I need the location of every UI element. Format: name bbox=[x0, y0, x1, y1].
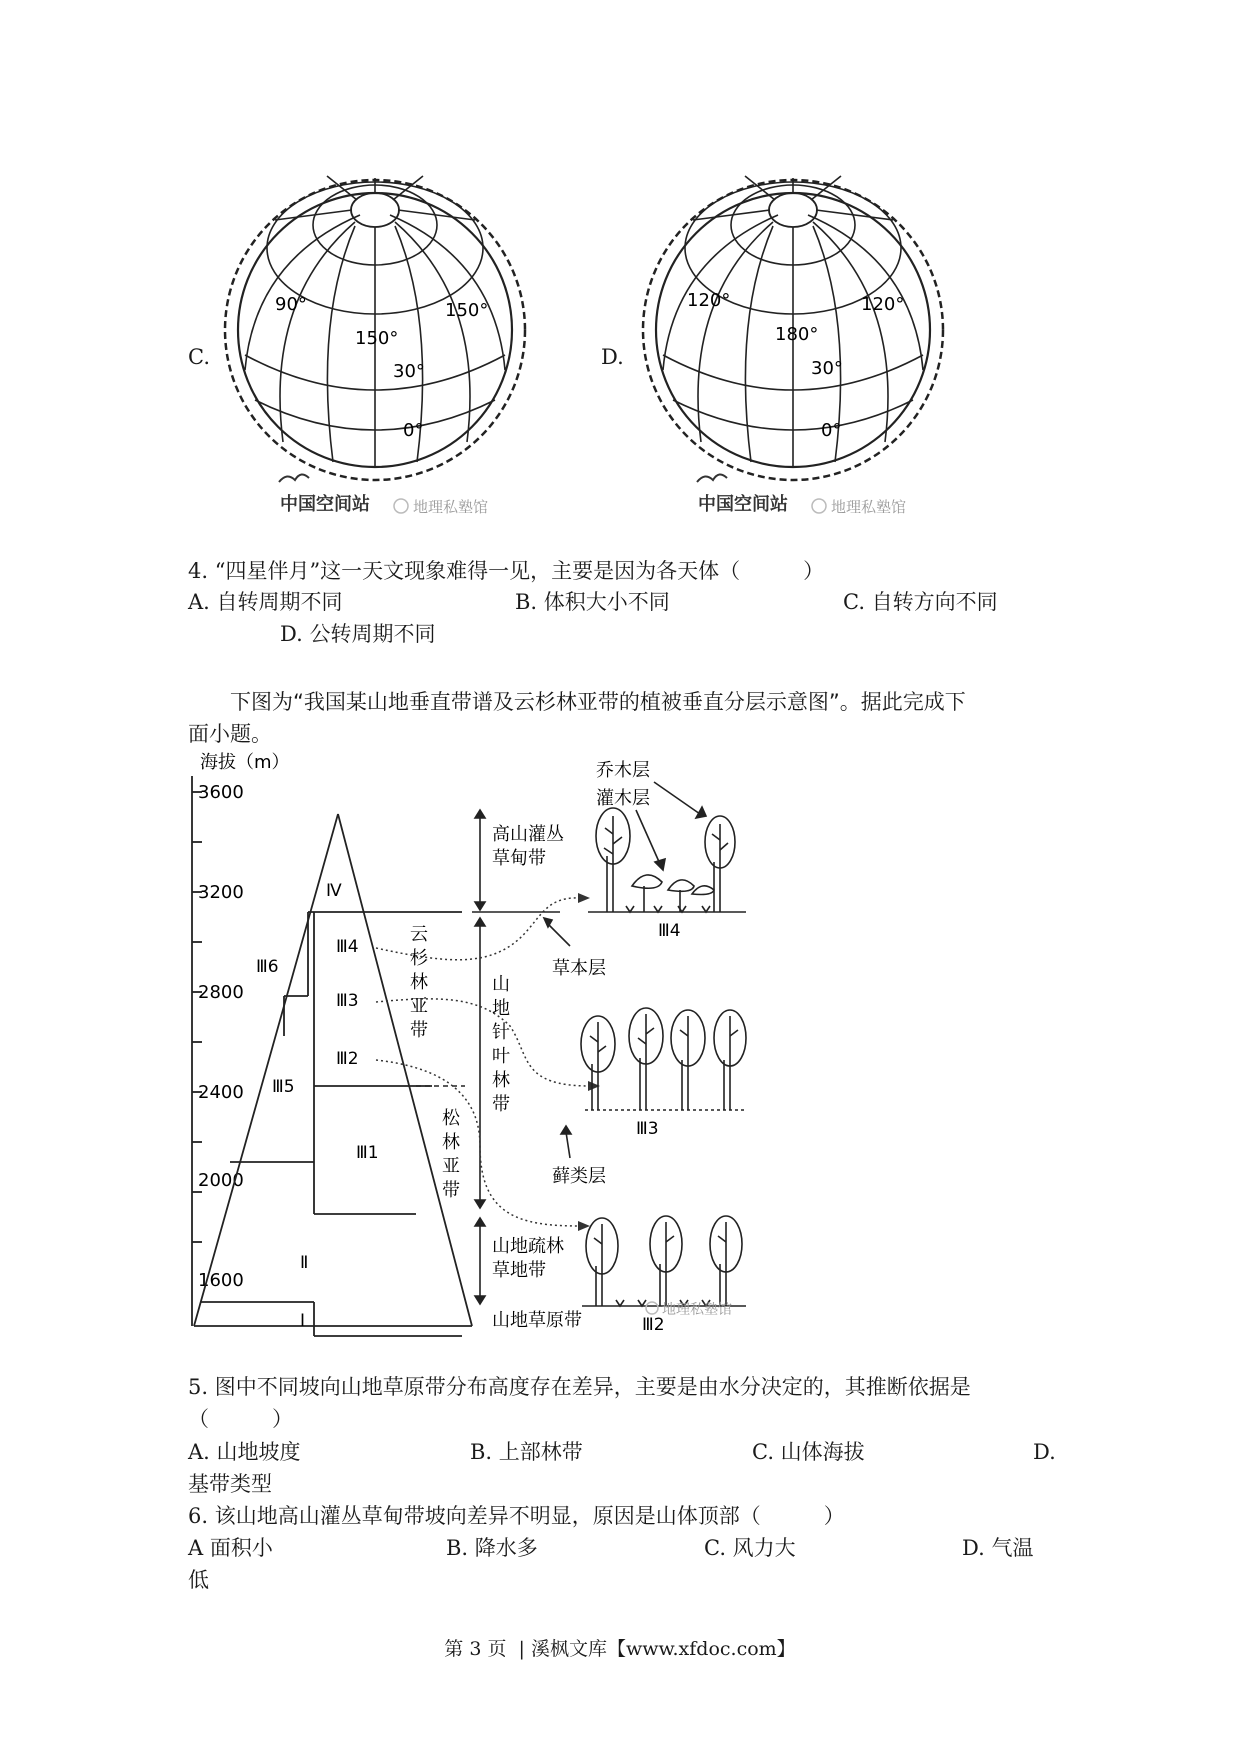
svg-text:带: 带 bbox=[410, 1020, 428, 1041]
q5-paren: （ ） bbox=[188, 1407, 293, 1431]
q4-option-c: C. 自转方向不同 bbox=[843, 590, 998, 614]
q4-stem: 4. “四星伴月”这一天文现象难得一见，主要是因为各天体（ ） bbox=[188, 559, 825, 583]
layer-shrub-label: 灌木层 bbox=[596, 788, 650, 809]
diagram-watermark: 地理私塾馆 bbox=[662, 1302, 732, 1318]
q5-option-c: C. 山体海拔 bbox=[752, 1440, 865, 1464]
page-footer: 第 3 页 | 溪枫文库【www.xfdoc.com】 bbox=[444, 1638, 796, 1660]
watermark-icon bbox=[812, 499, 826, 513]
q5-stem: 5. 图中不同坡向山地草原带分布高度存在差异，主要是由水分决定的，其推断依据是 bbox=[188, 1375, 971, 1399]
zone-III1: Ⅲ1 bbox=[356, 1143, 379, 1163]
steppe-belt-label: 山地草原带 bbox=[492, 1310, 582, 1331]
zone-I: Ⅰ bbox=[300, 1311, 306, 1331]
q5-option-a: A. 山地坡度 bbox=[188, 1440, 301, 1464]
globe-d-right-lon: 120° bbox=[861, 294, 905, 315]
zone-III5: Ⅲ5 bbox=[272, 1077, 295, 1097]
svg-text:松: 松 bbox=[442, 1108, 460, 1129]
globe-d-lat-0: 0° bbox=[821, 420, 842, 441]
spruce-subzone-label bbox=[410, 924, 428, 1041]
q4-option-d: D. 公转周期不同 bbox=[280, 622, 436, 646]
panel-III2-label: Ⅲ2 bbox=[642, 1315, 665, 1335]
svg-text:云: 云 bbox=[410, 924, 428, 945]
svg-text:林: 林 bbox=[442, 1132, 460, 1153]
alpine-belt-label-2: 草甸带 bbox=[492, 848, 546, 869]
zone-III6: Ⅲ6 bbox=[256, 957, 279, 977]
globe-c-figure bbox=[215, 170, 535, 522]
q5-option-b: B. 上部林带 bbox=[470, 1440, 583, 1464]
q6-option-c: C. 风力大 bbox=[704, 1536, 796, 1560]
svg-text:带: 带 bbox=[492, 1094, 510, 1115]
layer-moss-label: 藓类层 bbox=[552, 1166, 606, 1187]
conifer-belt-label bbox=[492, 974, 510, 1115]
q6-option-d-wrap: 低 bbox=[188, 1568, 209, 1592]
svg-text:针: 针 bbox=[492, 1022, 510, 1043]
globe-c-left-lon: 90° bbox=[275, 294, 307, 315]
svg-text:林: 林 bbox=[410, 972, 428, 993]
svg-text:叶: 叶 bbox=[492, 1046, 510, 1067]
station-logo-icon bbox=[697, 474, 727, 482]
q4-option-b: B. 体积大小不同 bbox=[515, 590, 670, 614]
globe-c-watermark: 地理私塾馆 bbox=[413, 498, 489, 516]
panel-III4-label: Ⅲ4 bbox=[658, 921, 681, 941]
globe-d-caption: 中国空间站 bbox=[698, 494, 788, 515]
layer-tree-label: 乔木层 bbox=[596, 760, 650, 781]
q6-stem: 6. 该山地高山灌丛草甸带坡向差异不明显，原因是山体顶部（ ） bbox=[188, 1504, 845, 1528]
zone-III3: Ⅲ3 bbox=[336, 991, 359, 1011]
tick-2400: 2400 bbox=[198, 1082, 244, 1103]
globe-c-center-lon: 150° bbox=[355, 328, 399, 349]
zone-III4: Ⅲ4 bbox=[336, 937, 359, 957]
q5-option-d: D. bbox=[1033, 1440, 1056, 1464]
alpine-belt-label-1: 高山灌丛 bbox=[492, 824, 564, 845]
station-logo-icon bbox=[279, 474, 309, 482]
option-d-label: D. bbox=[601, 345, 624, 369]
svg-text:山: 山 bbox=[492, 974, 510, 995]
tick-3600: 3600 bbox=[198, 782, 244, 803]
zone-IV: Ⅳ bbox=[326, 881, 342, 901]
globe-c-caption: 中国空间站 bbox=[280, 494, 370, 515]
tick-2800: 2800 bbox=[198, 982, 244, 1003]
q5-option-d-wrap: 基带类型 bbox=[188, 1472, 272, 1496]
axis-title: 海拔（m） bbox=[200, 752, 290, 773]
tick-1600: 1600 bbox=[198, 1270, 244, 1291]
svg-text:亚: 亚 bbox=[410, 996, 428, 1017]
q6-option-d: D. 气温 bbox=[962, 1536, 1034, 1560]
zone-II: Ⅱ bbox=[300, 1253, 309, 1273]
q6-option-b: B. 降水多 bbox=[446, 1536, 538, 1560]
tick-2000: 2000 bbox=[198, 1170, 244, 1191]
belt-arrows bbox=[475, 810, 485, 1304]
globe-c-lat-0: 0° bbox=[403, 420, 424, 441]
pine-subzone-label bbox=[442, 1108, 461, 1201]
svg-text:亚: 亚 bbox=[442, 1156, 460, 1177]
sparse-belt-label-1: 山地疏林 bbox=[492, 1236, 564, 1257]
q4-option-a: A. 自转周期不同 bbox=[188, 590, 343, 614]
q6-option-a: A 面积小 bbox=[188, 1536, 273, 1560]
panel-III4-trees bbox=[588, 808, 746, 912]
globe-c-lat-30: 30° bbox=[393, 361, 425, 382]
sparse-belt-label-2: 草地带 bbox=[492, 1260, 546, 1281]
watermark-icon bbox=[394, 499, 408, 513]
svg-text:杉: 杉 bbox=[410, 948, 428, 969]
intro-line-1: 下图为“我国某山地垂直带谱及云杉林亚带的植被垂直分层示意图”。据此完成下 bbox=[230, 690, 966, 714]
globe-d-figure bbox=[633, 170, 953, 522]
panel-III2-trees bbox=[582, 1216, 746, 1306]
tick-3200: 3200 bbox=[198, 882, 244, 903]
svg-text:地: 地 bbox=[492, 998, 510, 1019]
svg-text:林: 林 bbox=[492, 1070, 510, 1091]
intro-line-2: 面小题。 bbox=[188, 722, 272, 746]
globe-d-center-lon: 180° bbox=[775, 324, 819, 345]
panel-III3-label: Ⅲ3 bbox=[636, 1119, 659, 1139]
globe-d-lat-30: 30° bbox=[811, 358, 843, 379]
globe-d-left-lon: 120° bbox=[687, 290, 731, 311]
svg-text:带: 带 bbox=[442, 1180, 460, 1201]
watermark-icon bbox=[646, 1302, 658, 1314]
vegetation-zone-diagram bbox=[180, 746, 1120, 1346]
panel-III3-trees bbox=[581, 1008, 746, 1110]
option-c-label: C. bbox=[188, 345, 210, 369]
zone-III2: Ⅲ2 bbox=[336, 1049, 359, 1069]
globe-d-watermark: 地理私塾馆 bbox=[831, 498, 907, 516]
globe-c-right-lon: 150° bbox=[445, 300, 489, 321]
layer-herb-label: 草本层 bbox=[552, 958, 606, 979]
